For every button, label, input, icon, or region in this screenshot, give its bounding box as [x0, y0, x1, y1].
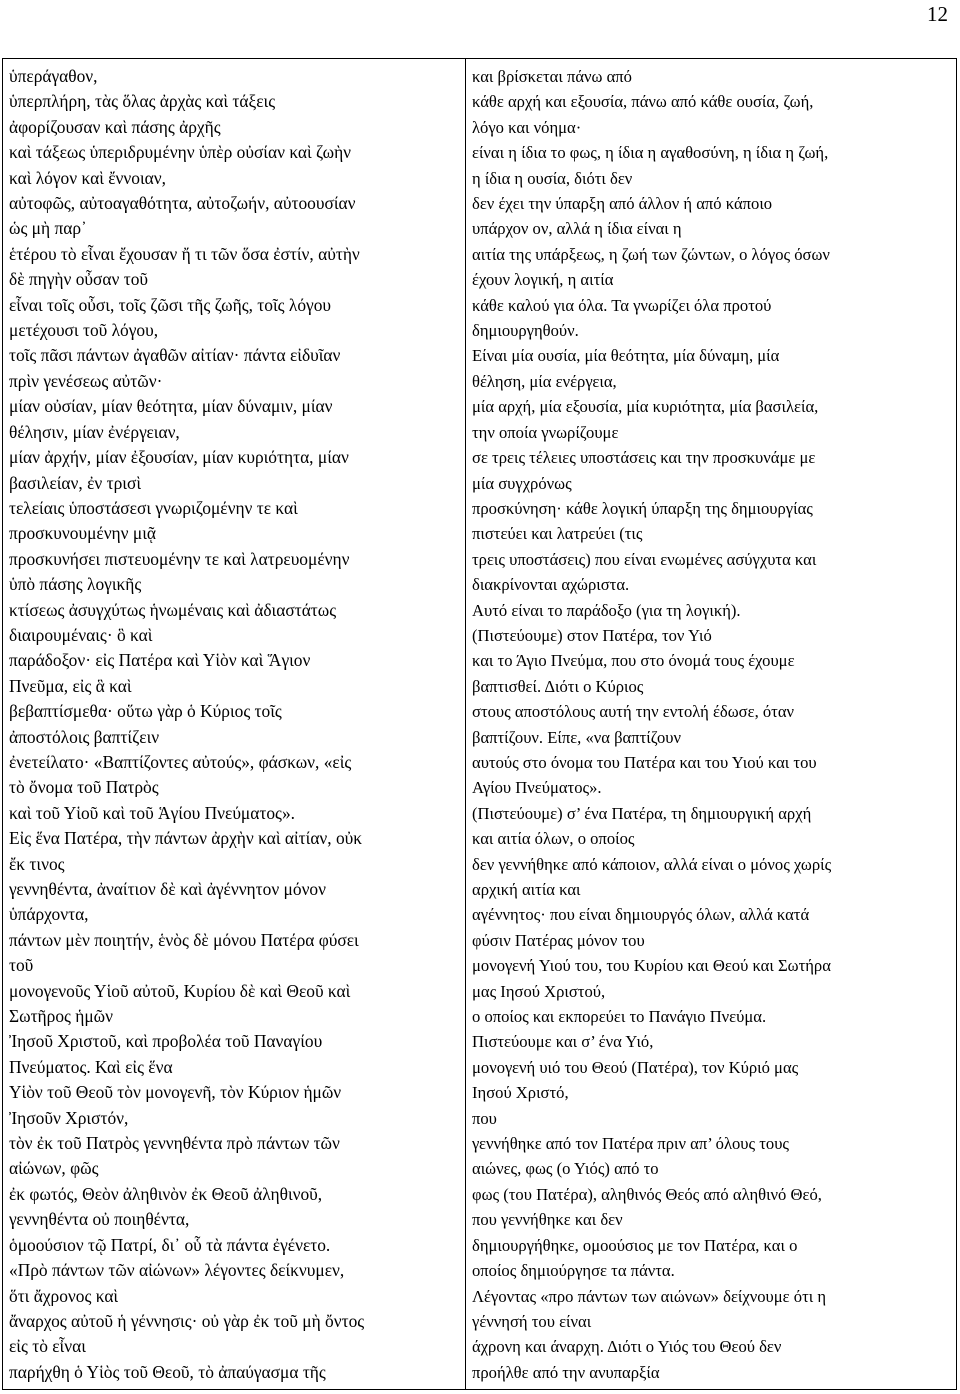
greek-text-line: ὑπερπλήρη, τὰς ὅλας ἀρχὰς καὶ τάξεις: [9, 91, 276, 112]
modern-text-line: κάθε καλού για όλα. Τα γνωρίζει όλα προτού: [472, 295, 772, 315]
modern-text-line: αιτία της υπάρξεως, η ζωή των ζώντων, ο λόγος όσων: [472, 244, 830, 264]
modern-text-line: ο οποίος και εκπορεύει το Πανάγιο Πνεύμα.: [472, 1007, 767, 1027]
greek-text-line: ὑπεράγαθον,: [9, 66, 98, 86]
modern-text-line: Αυτό είναι το παράδοξο (για τη λογική).: [472, 600, 741, 620]
greek-text-line: Σωτῆρος ἡμῶν: [9, 1006, 113, 1027]
modern-text-line: και το Άγιο Πνεύμα, που στο όνομά τους έχουμε: [472, 651, 795, 671]
modern-text-line: γέννησή του είναι: [472, 1311, 592, 1331]
modern-text-line: και αιτία όλων, ο οποίος: [472, 829, 635, 849]
greek-text-line: μίαν ἀρχήν, μίαν ἐξουσίαν, μίαν κυριότητα, μίαν: [9, 447, 349, 468]
modern-text-line: Λέγοντας «προ πάντων των αιώνων» δείχνουμε ότι η: [472, 1286, 827, 1306]
modern-text-line: σε τρεις τέλειες υποστάσεις και την προσκυνάμε με: [472, 448, 816, 468]
greek-text-line: ὅτι ἄχρονος καὶ: [9, 1285, 119, 1306]
greek-text-line: θέλησιν, μίαν ἐνέργειαν,: [9, 421, 180, 442]
greek-text-line: εἰς τὸ εἶναι: [9, 1336, 86, 1357]
greek-text-line: ἀποστόλοις βαπτίζειν: [9, 726, 160, 747]
modern-text-line: Ιησού Χριστό,: [472, 1083, 569, 1103]
modern-text-line: υπάρχον ον, αλλά η ίδια είναι η: [472, 219, 682, 239]
modern-text-line: θέληση, μία ενέργεια,: [472, 371, 617, 391]
greek-text-line: ὁμοούσιον τῷ Πατρί, δι᾽ οὗ τὰ πάντα ἐγένετο.: [9, 1234, 331, 1255]
modern-text-line: και βρίσκεται πάνω από: [472, 67, 632, 86]
modern-text-line: προήλθε από την ανυπαρξία: [472, 1362, 660, 1382]
greek-text-line: Ἰησοῦν Χριστόν,: [9, 1107, 129, 1128]
greek-text-line: τὸν ἐκ τοῦ Πατρὸς γεννηθέντα πρὸ πάντων τῶν: [9, 1133, 340, 1154]
greek-text-line: Εἰς ἕνα Πατέρα, τὴν πάντων ἀρχὴν καὶ αἰτίαν, οὐκ: [9, 828, 363, 849]
modern-text-line: που: [472, 1108, 497, 1128]
modern-text-line: πιστεύει και λατρεύει (τις: [472, 524, 643, 544]
modern-text-line: λόγο και νόημα·: [472, 117, 582, 137]
greek-text-line: εἶναι τοῖς οὖσι, τοῖς ζῶσι τῆς ζωῆς, τοῖς λόγου: [9, 294, 332, 315]
greek-text-line: τὸ ὄνομα τοῦ Πατρὸς: [9, 777, 159, 798]
modern-text-line: Αγίου Πνεύματος».: [472, 778, 602, 798]
greek-text-line: ἔκ τινος: [9, 853, 65, 874]
modern-text-line: άχρονη και άναρχη. Διότι ο Υιός του Θεού δεν: [472, 1337, 782, 1357]
greek-text-line: Πνεῦμα, εἰς ἃ καὶ: [9, 675, 132, 696]
modern-text-line: στους αποστόλους αυτή την εντολή έδωσε, όταν: [472, 702, 795, 722]
greek-text-line: ἀφορίζουσαν καὶ πάσης ἀρχῆς: [9, 116, 221, 137]
greek-text-line: καὶ τοῦ Υἱοῦ καὶ τοῦ Ἁγίου Πνεύματος».: [9, 802, 295, 823]
modern-text-line: φως (του Πατέρα), αληθινός Θεός από αληθινό Θεό,: [472, 1184, 822, 1204]
greek-text-column: [3, 59, 466, 1389]
modern-text-line: οποίος δημιούργησε τα πάντα.: [472, 1261, 675, 1281]
modern-text-line: διακρίνονται αχώριστα.: [472, 575, 630, 595]
modern-text-line: βαπτίζουν. Είπε, «να βαπτίζουν: [472, 727, 682, 747]
modern-text-line: μία αρχή, μία εξουσία, μία κυριότητα, μία βασιλεία,: [472, 397, 819, 417]
modern-text-line: μία συγχρόνως: [472, 473, 572, 493]
modern-text-line: μας Ιησού Χριστού,: [472, 981, 606, 1001]
modern-text-line: αυτούς στο όνομα του Πατέρα και του Υιού και του: [472, 752, 817, 772]
greek-text-line: πρὶν γενέσεως αὐτῶν·: [9, 370, 163, 391]
greek-text-line: μετέχουσι τοῦ λόγου,: [9, 320, 159, 341]
greek-text-line: καὶ τάξεως ὑπεριδρυμένην ὑπὲρ οὐσίαν καὶ ζωὴν: [9, 142, 352, 163]
modern-text-line: (Πιστεύουμε) σ’ ένα Πατέρα, τη δημιουργική αρχή: [472, 803, 812, 823]
greek-text-line: αὐτοφῶς, αὐτοαγαθότητα, αὐτοζωήν, αὐτοουσίαν: [9, 193, 356, 214]
greek-text-line: τοῖς πᾶσι πάντων ἀγαθῶν αἰτίαν· πάντα εἰδυῖαν: [9, 345, 341, 366]
modern-greek-text-column: [466, 59, 956, 1389]
greek-text-line: Πνεύματος. Καὶ εἰς ἕνα: [9, 1056, 173, 1077]
modern-text-line: την οποία γνωρίζουμε: [472, 422, 619, 442]
modern-text-line: έχουν λογική, η αιτία: [472, 270, 614, 290]
greek-text-line: βασιλείαν, ἐν τρισὶ: [9, 472, 142, 493]
greek-text-line: «Πρὸ πάντων τῶν αἰώνων» λέγοντες δείκνυμεν,: [9, 1260, 345, 1281]
greek-text-line: τοῦ: [9, 955, 34, 976]
modern-text-line: γεννήθηκε από τον Πατέρα πριν απ’ όλους τους: [472, 1134, 789, 1154]
greek-text-line: παράδοξον· εἰς Πατέρα καὶ Υἱὸν καὶ Ἅγιον: [9, 650, 311, 671]
modern-text-line: δημιουργηθούν.: [472, 321, 579, 341]
greek-text-line: δὲ πηγὴν οὖσαν τοῦ: [9, 269, 149, 290]
modern-text-line: δεν γεννήθηκε από κάποιον, αλλά είναι ο μόνος χωρίς: [472, 854, 832, 874]
modern-text-line: κάθε αρχή και εξουσία, πάνω από κάθε ουσία, ζωή,: [472, 92, 814, 112]
modern-text-line: μονογενή υιό του Θεού (Πατέρα), τον Κύριό μας: [472, 1057, 799, 1077]
modern-text-line: αγέννητος· που είναι δημιουργός όλων, αλλά κατά: [472, 905, 810, 925]
greek-text-line: ἐνετείλατο· «Βαπτίζοντες αὐτούς», φάσκων, «εἰς: [9, 751, 352, 772]
greek-text-line: Υἱὸν τοῦ Θεοῦ τὸν μονογενῆ, τὸν Κύριον ἡμῶν: [9, 1082, 342, 1103]
greek-text-line: ἑτέρου τὸ εἶναι ἔχουσαν ἤ τι τῶν ὅσα ἐστίν, αὐτὴν: [9, 243, 360, 264]
greek-text-line: ὑπάρχοντα,: [9, 904, 89, 925]
greek-text-line: παρήχθη ὁ Υἱὸς τοῦ Θεοῦ, τὸ ἀπαύγασμα τῆς: [9, 1361, 326, 1382]
modern-text-line: βαπτισθεί. Διότι ο Κύριος: [472, 676, 644, 696]
modern-text-line: η ίδια η ουσία, διότι δεν: [472, 168, 633, 188]
page-number: 12: [927, 2, 948, 26]
modern-text-line: φύσιν Πατέρας μόνον του: [472, 930, 645, 950]
greek-text-line: ὑπὸ πάσης λογικῆς: [9, 574, 142, 595]
greek-text-line: μονογενοῦς Υἱοῦ αὐτοῦ, Κυρίου δὲ καὶ Θεοῦ καὶ: [9, 980, 351, 1001]
greek-text-line: αἰώνων, φῶς: [9, 1158, 99, 1179]
modern-text-line: προσκύνηση· κάθε λογική ύπαρξη της δημιουργίας: [472, 498, 813, 518]
greek-text-line: μίαν οὐσίαν, μίαν θεότητα, μίαν δύναμιν, μίαν: [9, 396, 333, 417]
greek-text-line: κτίσεως ἀσυγχύτως ἡνωμέναις καὶ ἀδιαστάτως: [9, 599, 337, 620]
greek-text-line: γεννηθέντα, ἀναίτιον δὲ καὶ ἀγέννητον μόνον: [9, 879, 326, 899]
greek-text-line: προσκυνήσει πιστευομένην τε καὶ λατρευομένην: [9, 548, 350, 569]
modern-text-line: Πιστεύουμε και σ’ ένα Υιό,: [472, 1032, 654, 1052]
modern-text-line: Είναι μία ουσία, μία θεότητα, μία δύναμη, μία: [472, 346, 780, 366]
greek-text-line: πάντων μὲν ποιητήν, ἑνὸς δὲ μόνου Πατέρα φύσει: [9, 929, 359, 950]
greek-text-line: ὡς μὴ παρ᾽: [9, 218, 87, 239]
modern-text-line: δεν έχει την ύπαρξη από άλλον ή από κάποιο: [472, 194, 773, 214]
modern-text-line: που γεννήθηκε και δεν: [472, 1210, 623, 1230]
greek-text-line: γεννηθέντα οὐ ποιηθέντα,: [9, 1209, 190, 1230]
modern-text-line: αρχική αιτία και: [472, 880, 581, 899]
modern-text-line: δημιουργήθηκε, ομοούσιος με τον Πατέρα, και ο: [472, 1235, 798, 1255]
modern-text-line: αιώνες, φως (ο Υιός) από το: [472, 1159, 659, 1179]
greek-text-line: Ἰησοῦ Χριστοῦ, καὶ προβολέα τοῦ Παναγίου: [9, 1031, 323, 1052]
greek-text-line: ἐκ φωτός, Θεὸν ἀληθινὸν ἐκ Θεοῦ ἀληθινοῦ,: [9, 1183, 323, 1204]
modern-text-line: μονογενή Υιού του, του Κυρίου και Θεού και Σωτήρα: [472, 956, 831, 976]
modern-text-line: είναι η ίδια το φως, η ίδια η αγαθοσύνη, η ίδια η ζωή,: [472, 143, 829, 163]
greek-text-line: προσκυνουμένην μιᾷ: [9, 523, 156, 544]
greek-text-line: διαιρουμέναις· ὃ καὶ: [9, 624, 153, 645]
greek-text-line: τελείαις ὑποστάσεσι γνωριζομένην τε καὶ: [9, 497, 298, 518]
parallel-text-table: [2, 58, 957, 1390]
modern-text-line: (Πιστεύουμε) στον Πατέρα, τον Υιό: [472, 625, 712, 645]
greek-text-line: βεβαπτίσμεθα· οὕτω γὰρ ὁ Κύριος τοῖς: [9, 701, 282, 722]
modern-text-line: τρεις υποστάσεις) που είναι ενωμένες ασύγχυτα και: [472, 549, 817, 569]
greek-text-line: καὶ λόγον καὶ ἔννοιαν,: [9, 167, 166, 188]
greek-text-line: ἄναρχος αὐτοῦ ἡ γέννησις· οὐ γὰρ ἐκ τοῦ μὴ ὄντος: [9, 1310, 365, 1331]
